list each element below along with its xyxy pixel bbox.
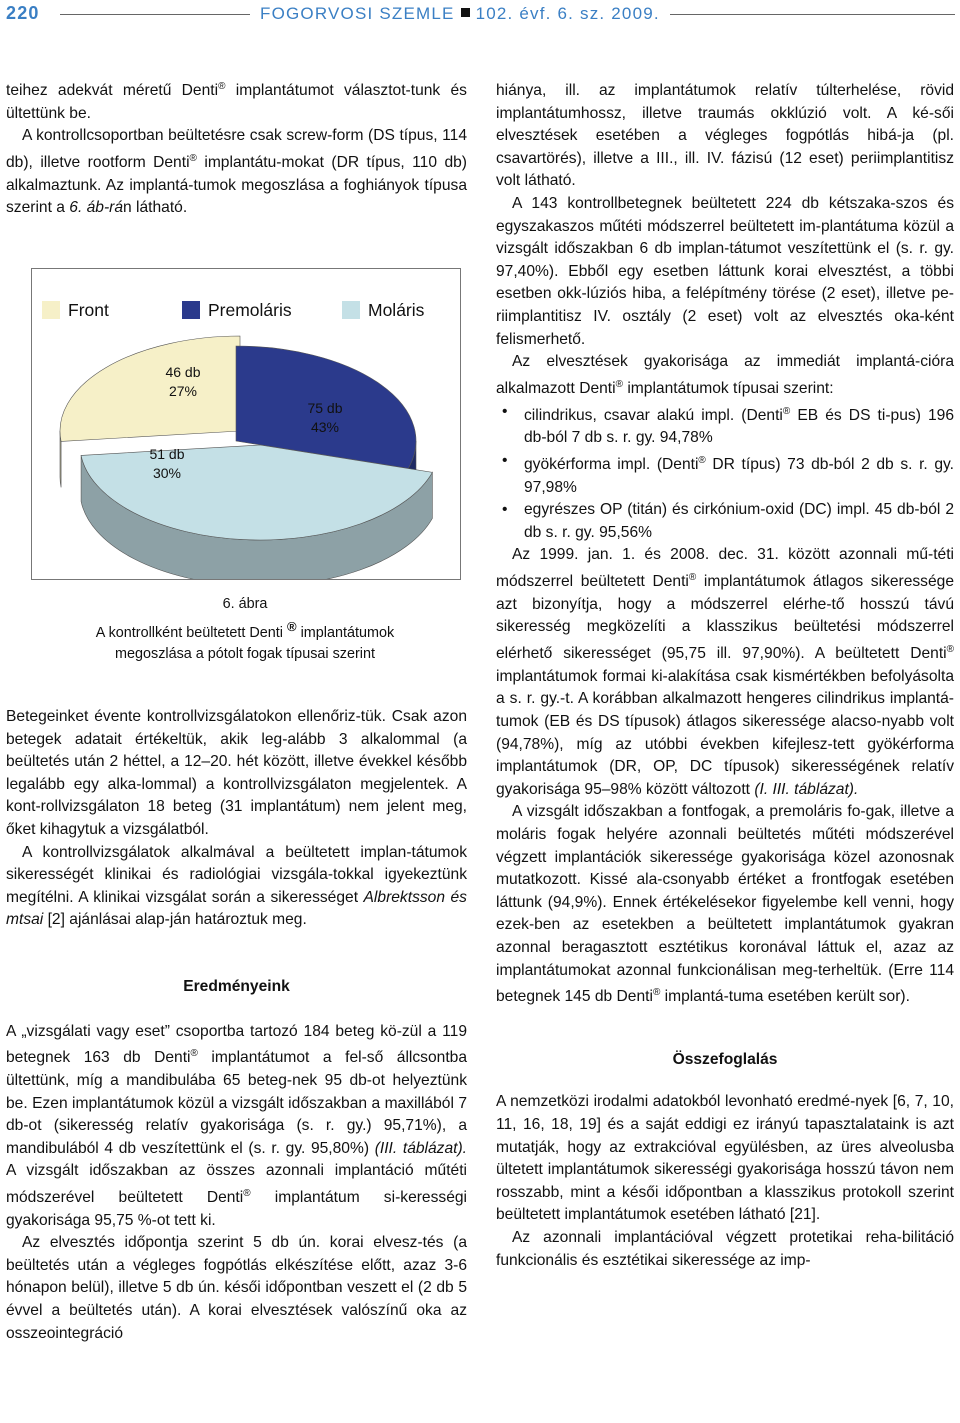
caption-line: A kontrollként beültetett Denti ® implantátumok: [95, 618, 395, 641]
paragraph: A kontrollvizsgálatok alkalmával a beültetett implan-tátumok sikerességét klinikai és radiológiai vizsgála-tokkal igyekeztünk megítélni. A klinikai vizsgálat során a sikerességet Albrektsson és mtsai [2] ajánlásai alap-ján határoztuk meg.: [6, 843, 467, 929]
paragraph: A „vizsgálati vagy eset” csoportba tartozó 184 beteg kö-zül a 119 betegnek 163 db Denti® implantátumot a fel-ső állcsontba ültettünk, míg a mandibulába 65 beteg-nek 95 db-ot helyeztünk be. Ezen implantátumok közül a vizsgált időszakban a maxillából 7 db-ot (sikeresség relatív gyakorisága (s. r. gy.) 95,71%), a mandibulából 4 db veszítettünk el (s. r. gy. 95,80%) (III. táblázat). A vizsgált időszakban az összes azonnali implantáció műtéti módszerével beültetett Denti® implantátum si-kerességi gyakorisága 95,75 %-ot tett ki.: [6, 1022, 468, 1229]
figure-caption: [31, 594, 459, 665]
paragraph: A nemzetközi irodalmi adatokból levonható eredmé-nyek [6, 7, 10, 11, 16, 18, 19] és a saját eddigi ez irányú tapasztalataink is azt mutatják, hogy az extrakcióval együlésben, az üres alveolusba ültetett implantátumok sikerességi gyakorisága hosszú távon nem rosszabb, mint a késői időpontban a klasszikus protokoll szerint beültetett implantátumok esetében látható [21].: [496, 1093, 954, 1224]
header-rule-right: [670, 14, 955, 15]
legend-item-front: Front: [42, 300, 109, 321]
bullet-list: [496, 401, 954, 545]
left-column-top: [6, 76, 467, 220]
left-column-bottom: [6, 706, 467, 1345]
right-column: [496, 80, 954, 1272]
section-title-eredmenyeink: Eredményeink: [183, 977, 290, 995]
slice-label-front: 46 db 27%: [165, 364, 201, 399]
running-title: FOGORVOSI SZEMLE 102. évf. 6. sz. 2009.: [260, 4, 660, 23]
caption-number: 6. ábra: [222, 596, 268, 612]
paragraph: Az elvesztés időpontja szerint 5 db ún. korai elvesz-tés (a beültetés után a végleges fogpótlás elkészítése előtt, azaz 3-6 hónapon belül), illetve 5 db ún. késői időpontban veszett el (2 db 5 évvel a beültetés után). A korai elvesztések valószínű oka az osszeointegráció: [6, 1234, 467, 1342]
paragraph: Betegeinket évente kontrollvizsgálatokon ellenőriz-tük. Csak azon betegek adatait értékeltük, akik leg-alább 3 alkalommal (a beültetés után 2 héttel, a 12–20. hét között, illetve évekkel később legalább egy alka-lommal) a kontrollvizsgálaton megjelentek. A kont-rollvizsgálaton 18 beteg (31 implantátum) nem jelent meg, őket kihagytuk a vizsgálatból.: [6, 708, 467, 838]
list-item: • egyrészes OP (titán) és cirkónium-oxid (DC) impl. 45 db-ból 2 db s. r. gy. 95,56%: [524, 499, 954, 544]
pie-chart: [32, 269, 460, 579]
paragraph: hiánya, ill. az implantátumok relatív túlterhelése, rövid implantátumhossz, illetve traumás okklúzió volt. A ké-sői elvesztések esetében a végleges fogpótlás hibá-ja (pl. csavartörés), illetve a III., ill. IV. fázisú (12 eset) periimplantitisz volt látható.: [496, 82, 954, 190]
paragraph: A vizsgált időszakban a fontfogak, a premoláris fo-gak, illetve a moláris fogak helyére azonnali beültetés műtéti módszerével végzett implantációk sikeressége gyakorisága közel azonosnak mutatkozott. Kissé ala-csonyabb értéket a frontfogak esetében láttunk (94,9%). Ennek értékelésekor figyelembe kell venni, hogy ezek-ben az esetekben a beültetett implantátumok gyakran azonnal beragasztott esztétikus koronával láttuk el, azaz az implantátumokat azonnal funkcionálisan meg-terheltük. (Erre 114 betegnek 145 db Denti® implantá-tuma esetében került sor).: [496, 803, 954, 1006]
caption-line: megoszlása a pótolt fogak típusai szerint: [115, 645, 375, 662]
square-bullet-icon: [461, 8, 470, 17]
slice-label-molaris: 75 db 43%: [307, 400, 343, 435]
header-rule-left: [60, 14, 250, 15]
paragraph: Az elvesztések gyakorisága az immediát implantá-cióra alkalmazott Denti® implantátumok típusai szerint:: [496, 353, 954, 397]
running-header: [0, 0, 960, 30]
figure-6-box: [31, 268, 461, 580]
legend-item-premolaris: Premoláris: [182, 300, 292, 321]
paragraph: A 143 kontrollbetegnek beültetett 224 db kétszaka-szos és egyszakaszos műtéti módszerrel beültetett im-plantátuma közül a vizsgált időszakban 6 db implan-tátumot veszítettünk el (s. r. gy. 97,40%). Ebből egy esetben láttunk korai elvesztést, a többi esetben okk-lúziós hiba, a felépítmény törése (2 eset), illetve pe-riimplantitisz IV. osztály (2 eset) volt az elvesztés oka-ként felismerhető.: [496, 194, 954, 348]
list-item: • cilindrikus, csavar alakú impl. (Denti® EB és DS ti-pus) 196 db-ból 7 db s. r. gy. 94,78%: [524, 401, 954, 450]
section-title-osszefoglalas: Összefoglalás: [672, 1050, 778, 1068]
list-item: • gyökérforma impl. (Denti® DR típus) 73 db-ból 2 db s. r. gy. 97,98%: [524, 450, 954, 499]
slice-label-premolaris: 51 db 30%: [149, 446, 185, 481]
paragraph: A kontrollcsoportban beültetésre csak screw-form (DS típus, 114 db), illetve rootform Denti® implantátu-mokat (DR típus, 110 db) alkalmaztunk. Az implantá-tumok megoszlása a foghiányok típusa szerint a 6. áb-rán látható.: [6, 127, 467, 217]
paragraph: Az azonnali implantációval végzett protetikai reha-bilitáció funkcionális és esztétikai sikeressége az imp-: [496, 1229, 954, 1269]
legend-item-molaris: Moláris: [342, 300, 424, 321]
paragraph: teihez adekvát méretű Denti® implantátumot választot-tunk és ültettünk be.: [6, 81, 467, 122]
paragraph: Az 1999. jan. 1. és 2008. dec. 31. között azonnali mű-téti módszerrel beültetett Denti® implantátumok átlagos sikeressége azt bizonyítja, hogy a módszerrel elérhe-tő hosszú távú sikeresség megközelíti a klasszikus beültetési módszerrel elérhető sikerességet (95,75 ill. 97,90%). A beültetett Denti® implantátumok formai ki-alakítása csak kismértékben befolyásolta a s. r. gy.-t. A korábban alkalmazott hengeres cilindrikus implantá-tumok (EB és DS típusok) átlagos sikeressége alacso-nyabb volt (94,78%), míg az utóbbi években kifejlesz-tett gyökérforma implantátumok (DR, OP, DC típusok) sikerességének relatív gyakorisága 95–98% között változott (I. III. táblázat).: [496, 546, 954, 798]
page-number: 220: [6, 3, 40, 23]
